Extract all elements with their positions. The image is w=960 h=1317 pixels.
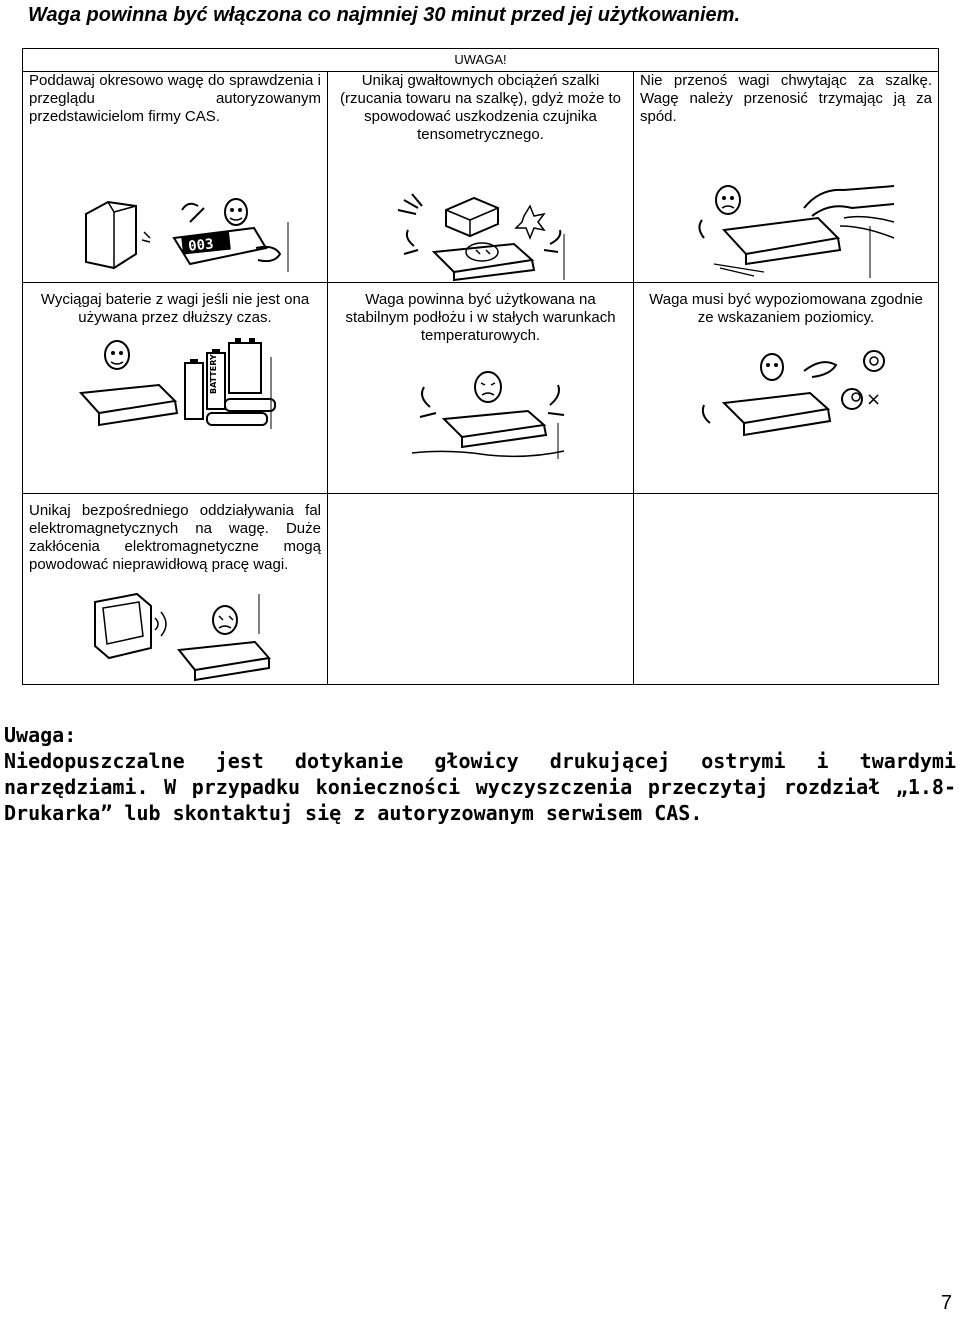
warning-text: Nie przenoś wagi chwytając za szalkę. Wagę należy przenosić trzymając ją za spód. — [640, 72, 932, 125]
warning-cell-shock — [328, 72, 634, 283]
emc-illustration — [89, 588, 269, 684]
page-number: 7 — [940, 1292, 952, 1314]
warning-text: Unikaj bezpośredniego oddziaływania fal elektromagnetycznych na wagę. Duże zakłócenia elektromagnetyczne mogą powodować nieprawidłową pracę wagi. — [29, 502, 321, 573]
wrong-mark: × — [866, 389, 882, 410]
page-heading: Waga powinna być włączona co najmniej 30 minut przed jej użytkowaniem. — [28, 4, 741, 26]
note-body: Niedopuszczalne jest dotykanie głowicy drukującej ostrymi i twardymi narzędziami. W przypadku konieczności wyczyszczenia przeczytaj rozdział „1.8-Drukarka” lub skontaktuj się z autoryzowanym serwisem CAS. — [4, 749, 956, 825]
battery-label: BATTERY — [209, 354, 218, 394]
warning-header: UWAGA! — [23, 49, 939, 72]
warning-cell-service — [23, 72, 328, 283]
warning-cell-battery — [23, 283, 328, 494]
display-readout: 003 — [187, 236, 215, 255]
empty-cell — [328, 494, 634, 685]
warning-cell-stable — [328, 283, 634, 494]
printer-note — [4, 722, 956, 826]
warning-text: Waga powinna być użytkowana na stabilnym podłożu i w stałych warunkach temperaturowych. — [345, 291, 616, 344]
battery-illustration — [75, 333, 275, 433]
note-title: Uwaga: — [4, 723, 77, 747]
warning-cell-carry — [634, 72, 939, 283]
warning-text: Poddawaj okresowo wagę do sprawdzenia i przeglądu autoryzowanym przedstawicielom firmy CAS. — [29, 72, 321, 125]
warning-text: Unikaj gwałtownych obciążeń szalki (rzucania towaru na szalkę), gdyż może to spowodować uszkodzenia czujnika tensometrycznego. — [340, 72, 621, 143]
warning-text: Wyciągaj baterie z wagi jeśli nie jest ona używana przez dłuższy czas. — [40, 291, 310, 326]
warning-table — [22, 48, 939, 685]
warning-cell-level — [634, 283, 939, 494]
level-illustration — [694, 345, 914, 445]
empty-cell — [634, 494, 939, 685]
stable-illustration — [408, 363, 568, 459]
warning-text: Waga musi być wypoziomowana zgodnie ze wskazaniem poziomicy. — [649, 291, 923, 326]
carry-illustration — [694, 168, 894, 278]
service-illustration — [78, 192, 288, 282]
shock-illustration — [394, 194, 574, 282]
warning-cell-emc — [23, 494, 328, 685]
